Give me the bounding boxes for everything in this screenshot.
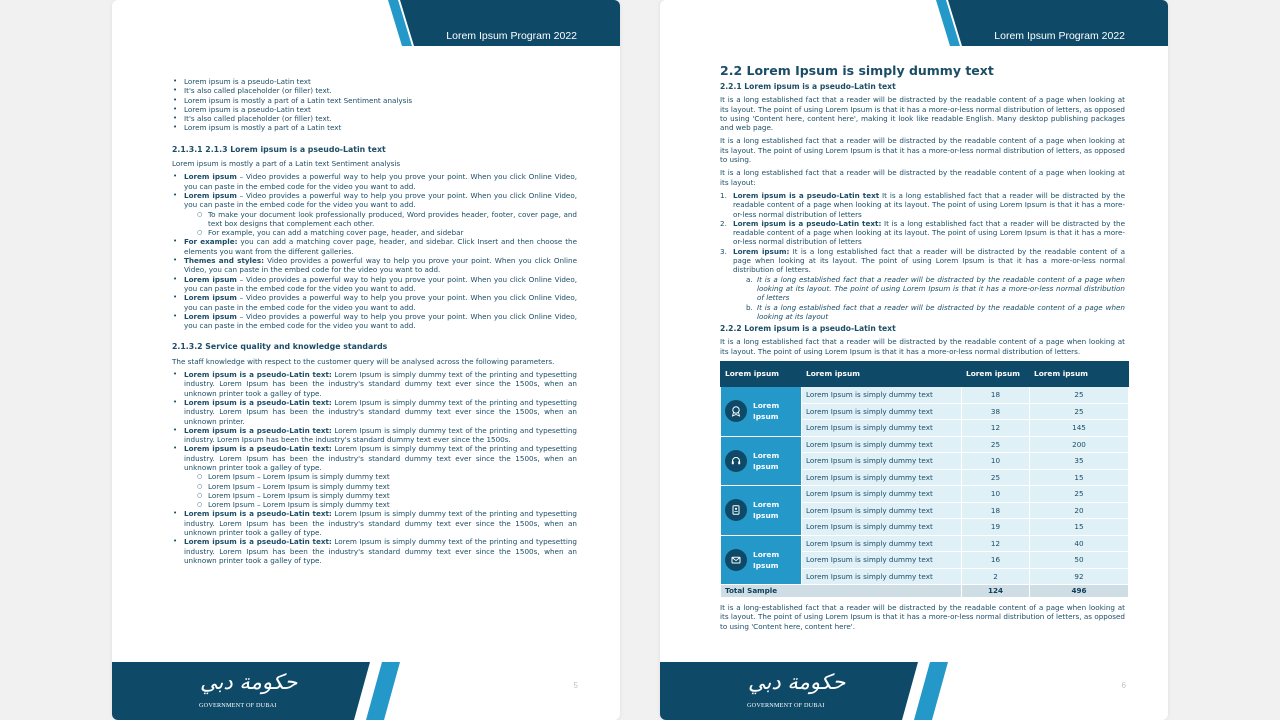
table-cell: 25 — [1030, 387, 1129, 404]
category-label: Lorem Ipsum — [753, 500, 780, 521]
category-cell — [721, 486, 802, 536]
table-cell: 12 — [962, 535, 1030, 552]
section-intro: The staff knowledge with respect to the customer query will be analysed across the following parameters. — [172, 356, 555, 366]
sub-list-item: a. It is a long established fact that a reader will be distracted by the readable content of a page when looking at its layout. The point of using Lorem Ipsum is that it has a more-or-less normal distribution of letters — [746, 274, 1125, 303]
data-table — [720, 361, 1129, 598]
government-logo-english: GOVERNMENT OF DUBAI — [199, 702, 277, 709]
mail-icon — [725, 549, 747, 571]
sub-list-item: ○ Lorem Ipsum – Lorem Ipsum is simply dummy text — [208, 491, 577, 500]
table-cell: 18 — [962, 387, 1030, 404]
page-header-band — [928, 0, 1168, 46]
table-cell: Lorem Ipsum is simply dummy text — [802, 486, 962, 503]
government-logo-arabic: حكومة دبي — [200, 670, 298, 694]
table-cell: 10 — [962, 453, 1030, 470]
section-heading-3: 2.2.1 Lorem ipsum is a pseudo-Latin text — [720, 82, 896, 91]
table-cell: Lorem Ipsum is simply dummy text — [802, 436, 962, 453]
category-label: Lorem Ipsum — [753, 450, 780, 471]
list-item: • It's also called placeholder (or filler) text. — [184, 86, 577, 95]
table-cell: 25 — [1030, 403, 1129, 420]
table-cell: 25 — [1030, 486, 1129, 503]
column-header: Lorem ipsum — [802, 362, 962, 387]
document-page-left — [112, 0, 620, 720]
table-cell: 15 — [1030, 519, 1129, 536]
column-header: Lorem ipsum — [962, 362, 1030, 387]
table-cell: Lorem Ipsum is simply dummy text — [802, 535, 962, 552]
intro-bullet-list — [172, 77, 577, 133]
table-cell: 50 — [1030, 552, 1129, 569]
list-item: • Lorem ipsum – Video provides a powerful way to help you prove your point. When you click Online Video, you can paste in the embed code for the video you want to add. — [184, 293, 577, 312]
table-cell: Lorem Ipsum is simply dummy text — [802, 568, 962, 585]
list-item: 2. Lorem ipsum is a pseudo-Latin text: It is a long established fact that a reader will be distracted by the readable content of a page when looking at its layout. The point of using Lorem Ipsum is that it has a more-or-less normal distribution of letters — [720, 218, 1125, 247]
sub-list — [184, 210, 577, 238]
sub-list-item: ○ Lorem Ipsum – Lorem Ipsum is simply dummy text — [208, 472, 577, 481]
sub-list-item: ○ To make your document look professionally produced, Word provides header, footer, cover page, and text box designs that complement each other. — [208, 210, 577, 229]
paragraph: It is a long established fact that a reader will be distracted by the readable content of a page when looking at its layout: — [720, 168, 1125, 187]
table-cell: Lorem Ipsum is simply dummy text — [802, 469, 962, 486]
table-cell: 10 — [962, 486, 1030, 503]
list-item: • Lorem ipsum is a pseudo-Latin text: Lorem Ipsum is simply dummy text of the printing and typesetting industry. Lorem Ipsum has been the industry's standard dummy text ever since the 1500s, when an unknown printer. — [184, 398, 577, 426]
table-cell: 2 — [962, 568, 1030, 585]
table-cell: 18 — [962, 502, 1030, 519]
category-cell — [721, 436, 802, 486]
list-item: 3. Lorem ipsum: It is a long established fact that a reader will be distracted by the readable content of a page when looking at its layout. The point of using Lorem Ipsum is that it has a more-or-less normal distribution of letters. a. It is a long established fact that a reader will be distracted by the readable content of a page when looking at its layout. The point of using Lorem Ipsum is that it has a more-or-less normal distribution of letters b. It is a long established fact that a reader will be distracted by the readable content of a page when looking at its layout — [720, 246, 1126, 321]
table-cell: 20 — [1030, 502, 1129, 519]
section-heading: 2.1.3.2 Service quality and knowledge standards — [172, 342, 388, 352]
table-cell: 145 — [1030, 420, 1129, 437]
headset-icon — [725, 450, 747, 472]
paragraph: It is a long established fact that a reader will be distracted by the readable content of a page when looking at its layout. The point of using Lorem Ipsum is that it has a more-or-less normal distribution of letters, as opposed to using 'Content here, content here', making it look like readable English. Many desktop publishing packages and web page. — [720, 95, 1125, 133]
category-label: Lorem Ipsum — [753, 401, 780, 422]
ribbon-award-icon — [725, 400, 747, 422]
paragraph: It is a long established fact that a reader will be distracted by the readable content of a page when looking at its layout. The point of using Lorem Ipsum is that it has a more-or-less normal distribution of letters. — [720, 337, 1125, 356]
paragraph: It is a long-established fact that a reader will be distracted by the readable content of a page when looking at its layout. The point of using Lorem Ipsum is that it has a more-or-less normal distribution of letters, as opposed to using 'Content here, content here'. — [720, 603, 1125, 631]
list-item: • Lorem ipsum is a pseudo-Latin text — [184, 77, 577, 86]
section-heading-3: 2.2.2 Lorem ipsum is a pseudo-Latin text — [720, 324, 896, 334]
table-row — [721, 486, 1129, 503]
table-cell: 25 — [962, 436, 1030, 453]
list-item: • Lorem ipsum – Video provides a powerful way to help you prove your point. When you click Online Video, you can paste in the embed code for the video you want to add. ○ To make your document look professionally produced, Word provides header, footer, cover page, and text box designs that complement each other. ○ For example, you can add a matching cover page, header, and sidebar — [184, 191, 577, 237]
total-value: 496 — [1030, 585, 1129, 598]
table-cell: 35 — [1030, 453, 1129, 470]
table-cell: Lorem Ipsum is simply dummy text — [802, 420, 962, 437]
list-item: • Lorem ipsum is a pseudo-Latin text: Lorem Ipsum is simply dummy text of the printing and typesetting industry. Lorem Ipsum has been the industry's standard dummy text ever since the 1500s, when an unknown printer took a galley of type. ○ Lorem Ipsum – Lorem Ipsum is simply dummy text ○ Lorem Ipsum – Lorem Ipsum is simply dummy text ○ Lorem Ipsum – Lorem Ipsum is simply dummy text ○ Lorem Ipsum – Lorem Ipsum is simply dummy text — [184, 444, 577, 509]
header-title: Lorem Ipsum Program 2022 — [994, 30, 1125, 42]
page-header-band — [380, 0, 620, 46]
page-number: 6 — [1121, 681, 1126, 690]
sub-list-item: ○ For example, you can add a matching cover page, header, and sidebar — [208, 228, 577, 237]
page-footer-band — [660, 662, 960, 720]
table-cell: Lorem Ipsum is simply dummy text — [802, 519, 962, 536]
table-cell: 40 — [1030, 535, 1129, 552]
section-bullet-list — [172, 370, 577, 565]
table-cell: Lorem Ipsum is simply dummy text — [802, 453, 962, 470]
category-label: Lorem Ipsum — [753, 549, 780, 570]
table-cell: Lorem Ipsum is simply dummy text — [802, 502, 962, 519]
section-heading-2: 2.2 Lorem Ipsum is simply dummy text — [720, 63, 994, 78]
table-header-row — [721, 362, 1129, 387]
list-item: • Lorem ipsum is a pseudo-Latin text — [184, 105, 577, 114]
numbered-list — [720, 191, 1125, 321]
table-row — [721, 387, 1129, 404]
list-item: • Lorem ipsum is a pseudo-Latin text: Lorem Ipsum is simply dummy text of the printing and typesetting industry. Lorem Ipsum has been the industry's standard dummy text ever since the 1500s, when an unknown printer took a galley of type. — [184, 537, 577, 565]
page-number: 5 — [573, 681, 578, 690]
table-cell: 19 — [962, 519, 1030, 536]
table-cell: 16 — [962, 552, 1030, 569]
section-bullet-list — [172, 172, 577, 330]
list-item: • For example: you can add a matching cover page, header, and sidebar. Click Insert and then choose the elements you want from the different galleries. — [184, 237, 577, 256]
section-heading: 2.1.3.1 2.1.3 Lorem ipsum is a pseudo-Latin text — [172, 144, 386, 154]
table-cell: 200 — [1030, 436, 1129, 453]
table-cell: Lorem Ipsum is simply dummy text — [802, 552, 962, 569]
total-value: 124 — [962, 585, 1030, 598]
header-title: Lorem Ipsum Program 2022 — [446, 30, 577, 42]
table-cell: 25 — [962, 469, 1030, 486]
table-total-row — [721, 585, 1129, 598]
sub-list-item: ○ Lorem Ipsum – Lorem Ipsum is simply dummy text — [208, 482, 577, 491]
list-item: • Lorem ipsum – Video provides a powerful way to help you prove your point. When you click Online Video, you can paste in the embed code for the video you want to add. — [184, 275, 577, 294]
list-item: • It's also called placeholder (or filler) text. — [184, 114, 577, 123]
list-item: • Lorem ipsum is mostly a part of a Latin text — [184, 123, 577, 132]
table-cell: 38 — [962, 403, 1030, 420]
table-cell: Lorem Ipsum is simply dummy text — [802, 403, 962, 420]
government-logo-english: GOVERNMENT OF DUBAI — [747, 702, 825, 709]
table-cell: 12 — [962, 420, 1030, 437]
sub-list-item: ○ Lorem Ipsum – Lorem Ipsum is simply dummy text — [208, 500, 577, 509]
category-cell — [721, 387, 802, 437]
table-row — [721, 535, 1129, 552]
page-body — [720, 63, 1125, 635]
category-cell — [721, 535, 802, 585]
lettered-sub-list — [733, 275, 1125, 321]
paragraph: It is a long established fact that a reader will be distracted by the readable content of a page when looking at its layout. The point of using Lorem Ipsum is that it has a more-or-less normal distribution of letters, as opposed to using. — [720, 136, 1125, 165]
table-cell: 92 — [1030, 568, 1129, 585]
total-label: Total Sample — [721, 585, 962, 598]
sub-list-item: b. It is a long established fact that a reader will be distracted by the readable content of a page when looking at its layout — [746, 302, 1125, 321]
list-item: • Lorem ipsum is a pseudo-Latin text: Lorem Ipsum is simply dummy text of the printing and typesetting industry. Lorem Ipsum has been the industry's standard dummy text ever since the 1500s, when an unknown printer took a galley of type. — [184, 370, 577, 398]
table-cell: Lorem Ipsum is simply dummy text — [802, 387, 962, 404]
list-item: • Lorem ipsum is a pseudo-Latin text: Lorem Ipsum is simply dummy text of the printing and typesetting industry. Lorem Ipsum has been the industry's standard dummy text ever since the 1500s, when an unknown printer took a galley of type. — [184, 509, 577, 537]
list-item: • Lorem ipsum – Video provides a powerful way to help you prove your point. When you click Online Video, you can paste in the embed code for the video you want to add. — [184, 172, 577, 191]
list-item: • Themes and styles: Video provides a powerful way to help you prove your point. When you click Online Video, you can paste in the embed code for the video you want to add. — [184, 256, 577, 275]
section-intro: Lorem ipsum is mostly a part of a Latin text Sentiment analysis — [172, 159, 401, 169]
table-row — [721, 436, 1129, 453]
table-cell: 15 — [1030, 469, 1129, 486]
list-item: • Lorem ipsum is mostly a part of a Latin text Sentiment analysis — [184, 96, 577, 105]
government-logo-arabic: حكومة دبي — [748, 670, 846, 694]
document-page-right — [660, 0, 1168, 720]
id-card-icon — [725, 499, 747, 521]
column-header: Lorem ipsum — [721, 362, 802, 387]
list-item: • Lorem ipsum – Video provides a powerful way to help you prove your point. When you click Online Video, you can paste in the embed code for the video you want to add. — [184, 312, 577, 331]
list-item: 1. Lorem ipsum is a pseudo-Latin text It is a long established fact that a reader will be distracted by the readable content of a page when looking at its layout. The point of using Lorem Ipsum is that it has a more-or-less normal distribution of letters — [720, 190, 1125, 219]
page-body — [172, 77, 577, 565]
page-footer-band — [112, 662, 412, 720]
list-item: • Lorem ipsum is a pseudo-Latin text: Lorem Ipsum is simply dummy text of the printing and typesetting industry. Lorem Ipsum has been the industry's standard dummy text ever since the 1500s. — [184, 426, 577, 445]
sub-list — [184, 472, 577, 509]
column-header: Lorem ipsum — [1030, 362, 1129, 387]
